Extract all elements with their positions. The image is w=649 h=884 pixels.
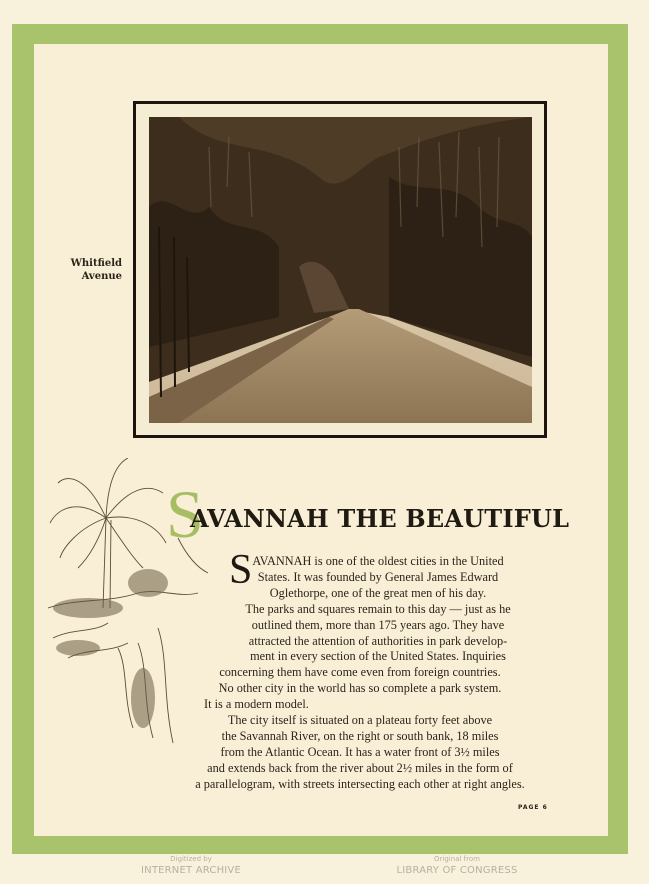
internet-archive-label: INTERNET ARCHIVE <box>141 865 241 876</box>
body-line: a parallelogram, with streets intersecting each other at right angles. <box>195 776 525 791</box>
body-line: from the Atlantic Ocean. It has a water front of 3½ miles <box>220 744 500 759</box>
body-line: the Savannah River, on the right or south bank, 18 miles <box>221 728 499 743</box>
body-line: attracted the attention of authorities in park develop- <box>248 633 508 648</box>
body-line: No other city in the world has so complete a park system. <box>218 681 502 696</box>
body-line: concerning them have come even from foreign countries. <box>219 665 501 680</box>
body-text <box>164 554 556 793</box>
body-line: The parks and squares remain to this day — just as he <box>245 601 511 616</box>
drop-cap: S <box>229 547 253 593</box>
title-rest: AVANNAH THE BEAUTIFUL <box>190 504 570 533</box>
title-initial: S <box>166 476 204 552</box>
body-line: and extends back from the river about 2½ miles in the form of <box>207 760 513 775</box>
body-line: The city itself is situated on a plateau forty feet above <box>227 713 493 728</box>
page-number: PAGE 6 <box>518 804 548 811</box>
photo-frame <box>133 101 547 438</box>
body-line: It is a modern model. <box>204 697 309 712</box>
digitized-by-label: Digitized by <box>170 855 212 863</box>
tree-lined-road-photo <box>149 117 532 423</box>
body-line: Oglethorpe, one of the great men of his day. <box>269 585 487 600</box>
caption-line-1: Whitfield <box>70 258 122 269</box>
digitized-by-credit <box>132 855 250 877</box>
body-line: ment in every section of the United States. Inquiries <box>250 649 506 664</box>
caption-line-2: Avenue <box>81 271 122 282</box>
body-line: outlined them, more than 175 years ago. They have <box>251 617 505 632</box>
body-line: AVANNAH is one of the oldest cities in the United <box>252 554 504 568</box>
photo-caption <box>60 257 122 283</box>
library-of-congress-label: LIBRARY OF CONGRESS <box>396 865 518 876</box>
body-line: States. It was founded by General James Edward <box>257 569 499 584</box>
original-from-label: Original from <box>434 855 480 863</box>
original-from-credit <box>392 855 522 877</box>
